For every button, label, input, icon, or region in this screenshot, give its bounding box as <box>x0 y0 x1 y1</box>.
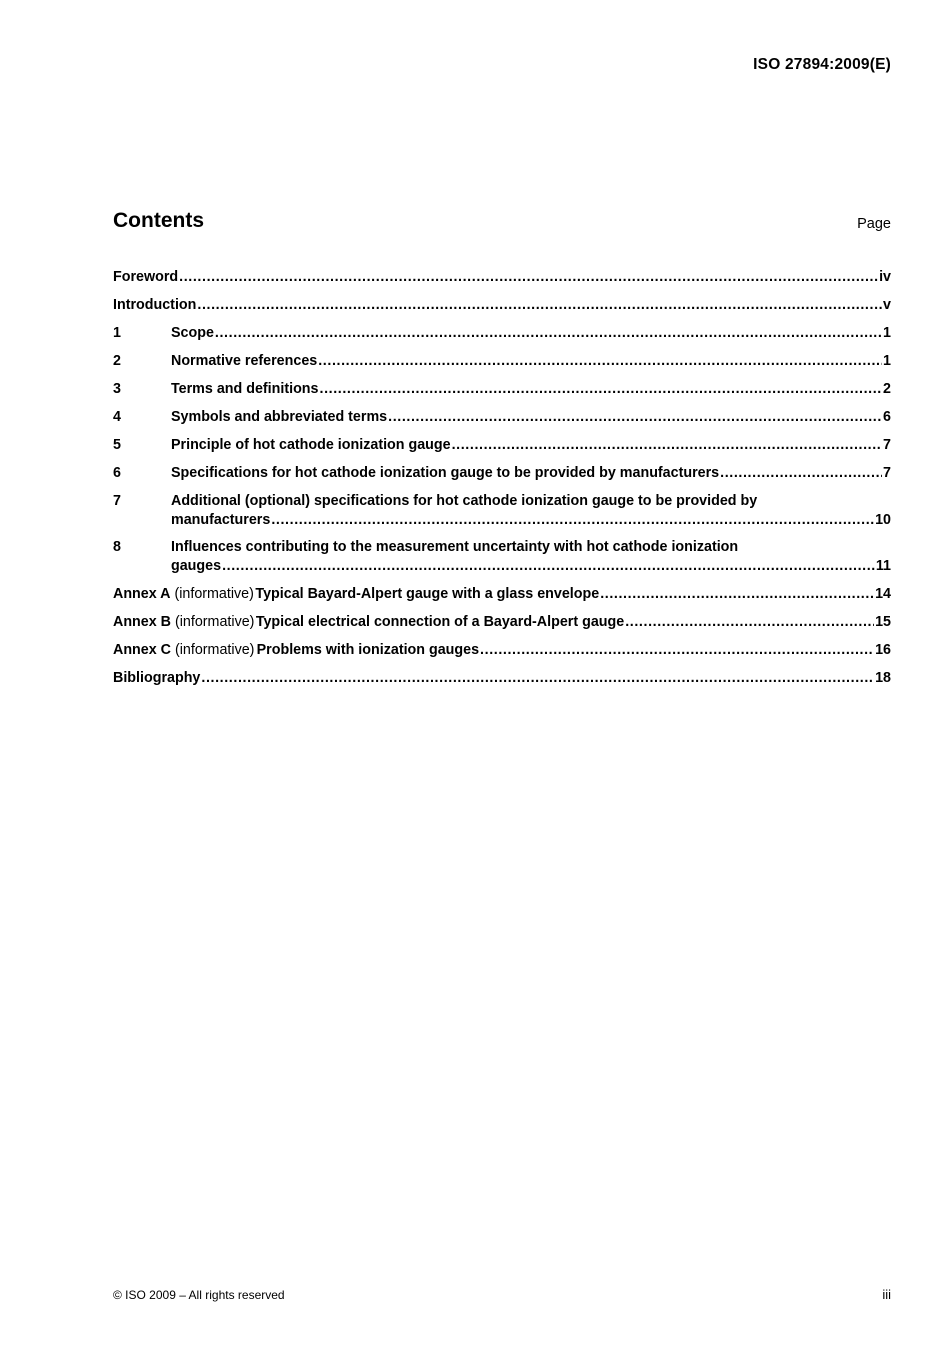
annex-label: Annex C <box>113 642 171 658</box>
toc-entry-foreword[interactable] <box>113 268 891 296</box>
annex-kind: (informative) <box>174 642 255 658</box>
toc-entry-page: 11 <box>875 557 891 574</box>
annex-label: Annex B <box>113 614 171 630</box>
clause-number: 7 <box>113 493 121 509</box>
toc-entry-clause-5[interactable] <box>113 436 891 464</box>
dot-leader <box>320 380 883 399</box>
toc-entry-page: 6 <box>883 409 891 425</box>
toc-entry-clause-6[interactable] <box>113 464 891 492</box>
toc-entry-title: Terms and definitions <box>171 381 319 397</box>
dot-leader <box>271 511 874 530</box>
clause-number: 4 <box>113 409 121 425</box>
toc-entry-page: iv <box>879 269 891 285</box>
dot-leader <box>388 408 882 427</box>
toc-entry-title-line-1: Additional (optional) specifications for hot cathode ionization gauge to be provided by <box>171 493 758 509</box>
dot-leader <box>318 352 882 371</box>
toc-entry-title: Bibliography <box>113 670 201 686</box>
toc-entry-title: Principle of hot cathode ionization gauge <box>171 437 451 453</box>
toc-entry-clause-4[interactable] <box>113 408 891 436</box>
dot-leader <box>720 464 882 483</box>
page-number: iii <box>882 1287 891 1302</box>
clause-number: 6 <box>113 465 121 481</box>
toc-entry-page: v <box>883 297 891 313</box>
dot-leader <box>625 613 874 632</box>
dot-leader <box>197 296 882 315</box>
toc-entry-title: Problems with ionization gauges <box>256 642 480 658</box>
toc-entry-page: 14 <box>875 586 891 602</box>
dot-leader <box>215 324 882 343</box>
toc-entry-annex-a[interactable] <box>113 585 891 613</box>
toc-entry-title-line-2: gauges <box>171 557 222 574</box>
toc-entry-page: 18 <box>875 670 891 686</box>
clause-number: 2 <box>113 353 121 369</box>
dot-leader <box>201 669 874 688</box>
toc-entry-page: 7 <box>883 465 891 481</box>
document-id: ISO 27894:2009(E) <box>753 56 891 73</box>
dot-leader <box>600 585 874 604</box>
toc-entry-page: 1 <box>883 325 891 341</box>
annex-kind: (informative) <box>174 614 255 630</box>
toc-entry-annex-b[interactable] <box>113 613 891 641</box>
clause-number: 8 <box>113 539 121 555</box>
annex-label: Annex A <box>113 586 171 602</box>
annex-kind: (informative) <box>174 586 254 602</box>
clause-number: 1 <box>113 325 121 341</box>
clause-number: 3 <box>113 381 121 397</box>
toc-entry-clause-1[interactable] <box>113 324 891 352</box>
toc-entry-page: 7 <box>883 437 891 453</box>
clause-number: 5 <box>113 437 121 453</box>
dot-leader <box>222 557 875 576</box>
toc-entry-introduction[interactable] <box>113 296 891 324</box>
toc-entry-title: Introduction <box>113 297 197 313</box>
toc-entry-clause-3[interactable] <box>113 380 891 408</box>
toc-entry-page: 16 <box>875 642 891 658</box>
table-of-contents <box>113 268 891 697</box>
toc-entry-title: Typical electrical connection of a Bayard-Alpert gauge <box>255 614 625 630</box>
toc-entry-clause-7[interactable] <box>113 492 891 538</box>
toc-entry-title: Foreword <box>113 269 179 285</box>
toc-entry-clause-2[interactable] <box>113 352 891 380</box>
contents-title: Contents <box>113 209 204 232</box>
toc-entry-title: Symbols and abbreviated terms <box>171 409 388 425</box>
toc-entry-title: Specifications for hot cathode ionization gauge to be provided by manufacturers <box>171 465 720 481</box>
dot-leader <box>179 268 878 287</box>
toc-entry-page: 15 <box>875 614 891 630</box>
toc-entry-annex-c[interactable] <box>113 641 891 669</box>
page-column-label: Page <box>857 216 891 232</box>
toc-entry-page: 10 <box>875 511 891 528</box>
toc-entry-title: Typical Bayard-Alpert gauge with a glass envelope <box>255 586 600 602</box>
toc-entry-bibliography[interactable] <box>113 669 891 697</box>
dot-leader <box>452 436 882 455</box>
toc-entry-title: Normative references <box>171 353 318 369</box>
toc-entry-clause-8[interactable] <box>113 538 891 585</box>
toc-entry-title-line-1: Influences contributing to the measurement uncertainty with hot cathode ionization <box>171 539 739 555</box>
copyright-notice: © ISO 2009 – All rights reserved <box>113 1288 285 1302</box>
dot-leader <box>480 641 874 660</box>
toc-entry-title: Scope <box>171 325 214 341</box>
toc-entry-title-line-2: manufacturers <box>171 511 271 528</box>
toc-entry-page: 1 <box>883 353 891 369</box>
toc-entry-page: 2 <box>883 381 891 397</box>
